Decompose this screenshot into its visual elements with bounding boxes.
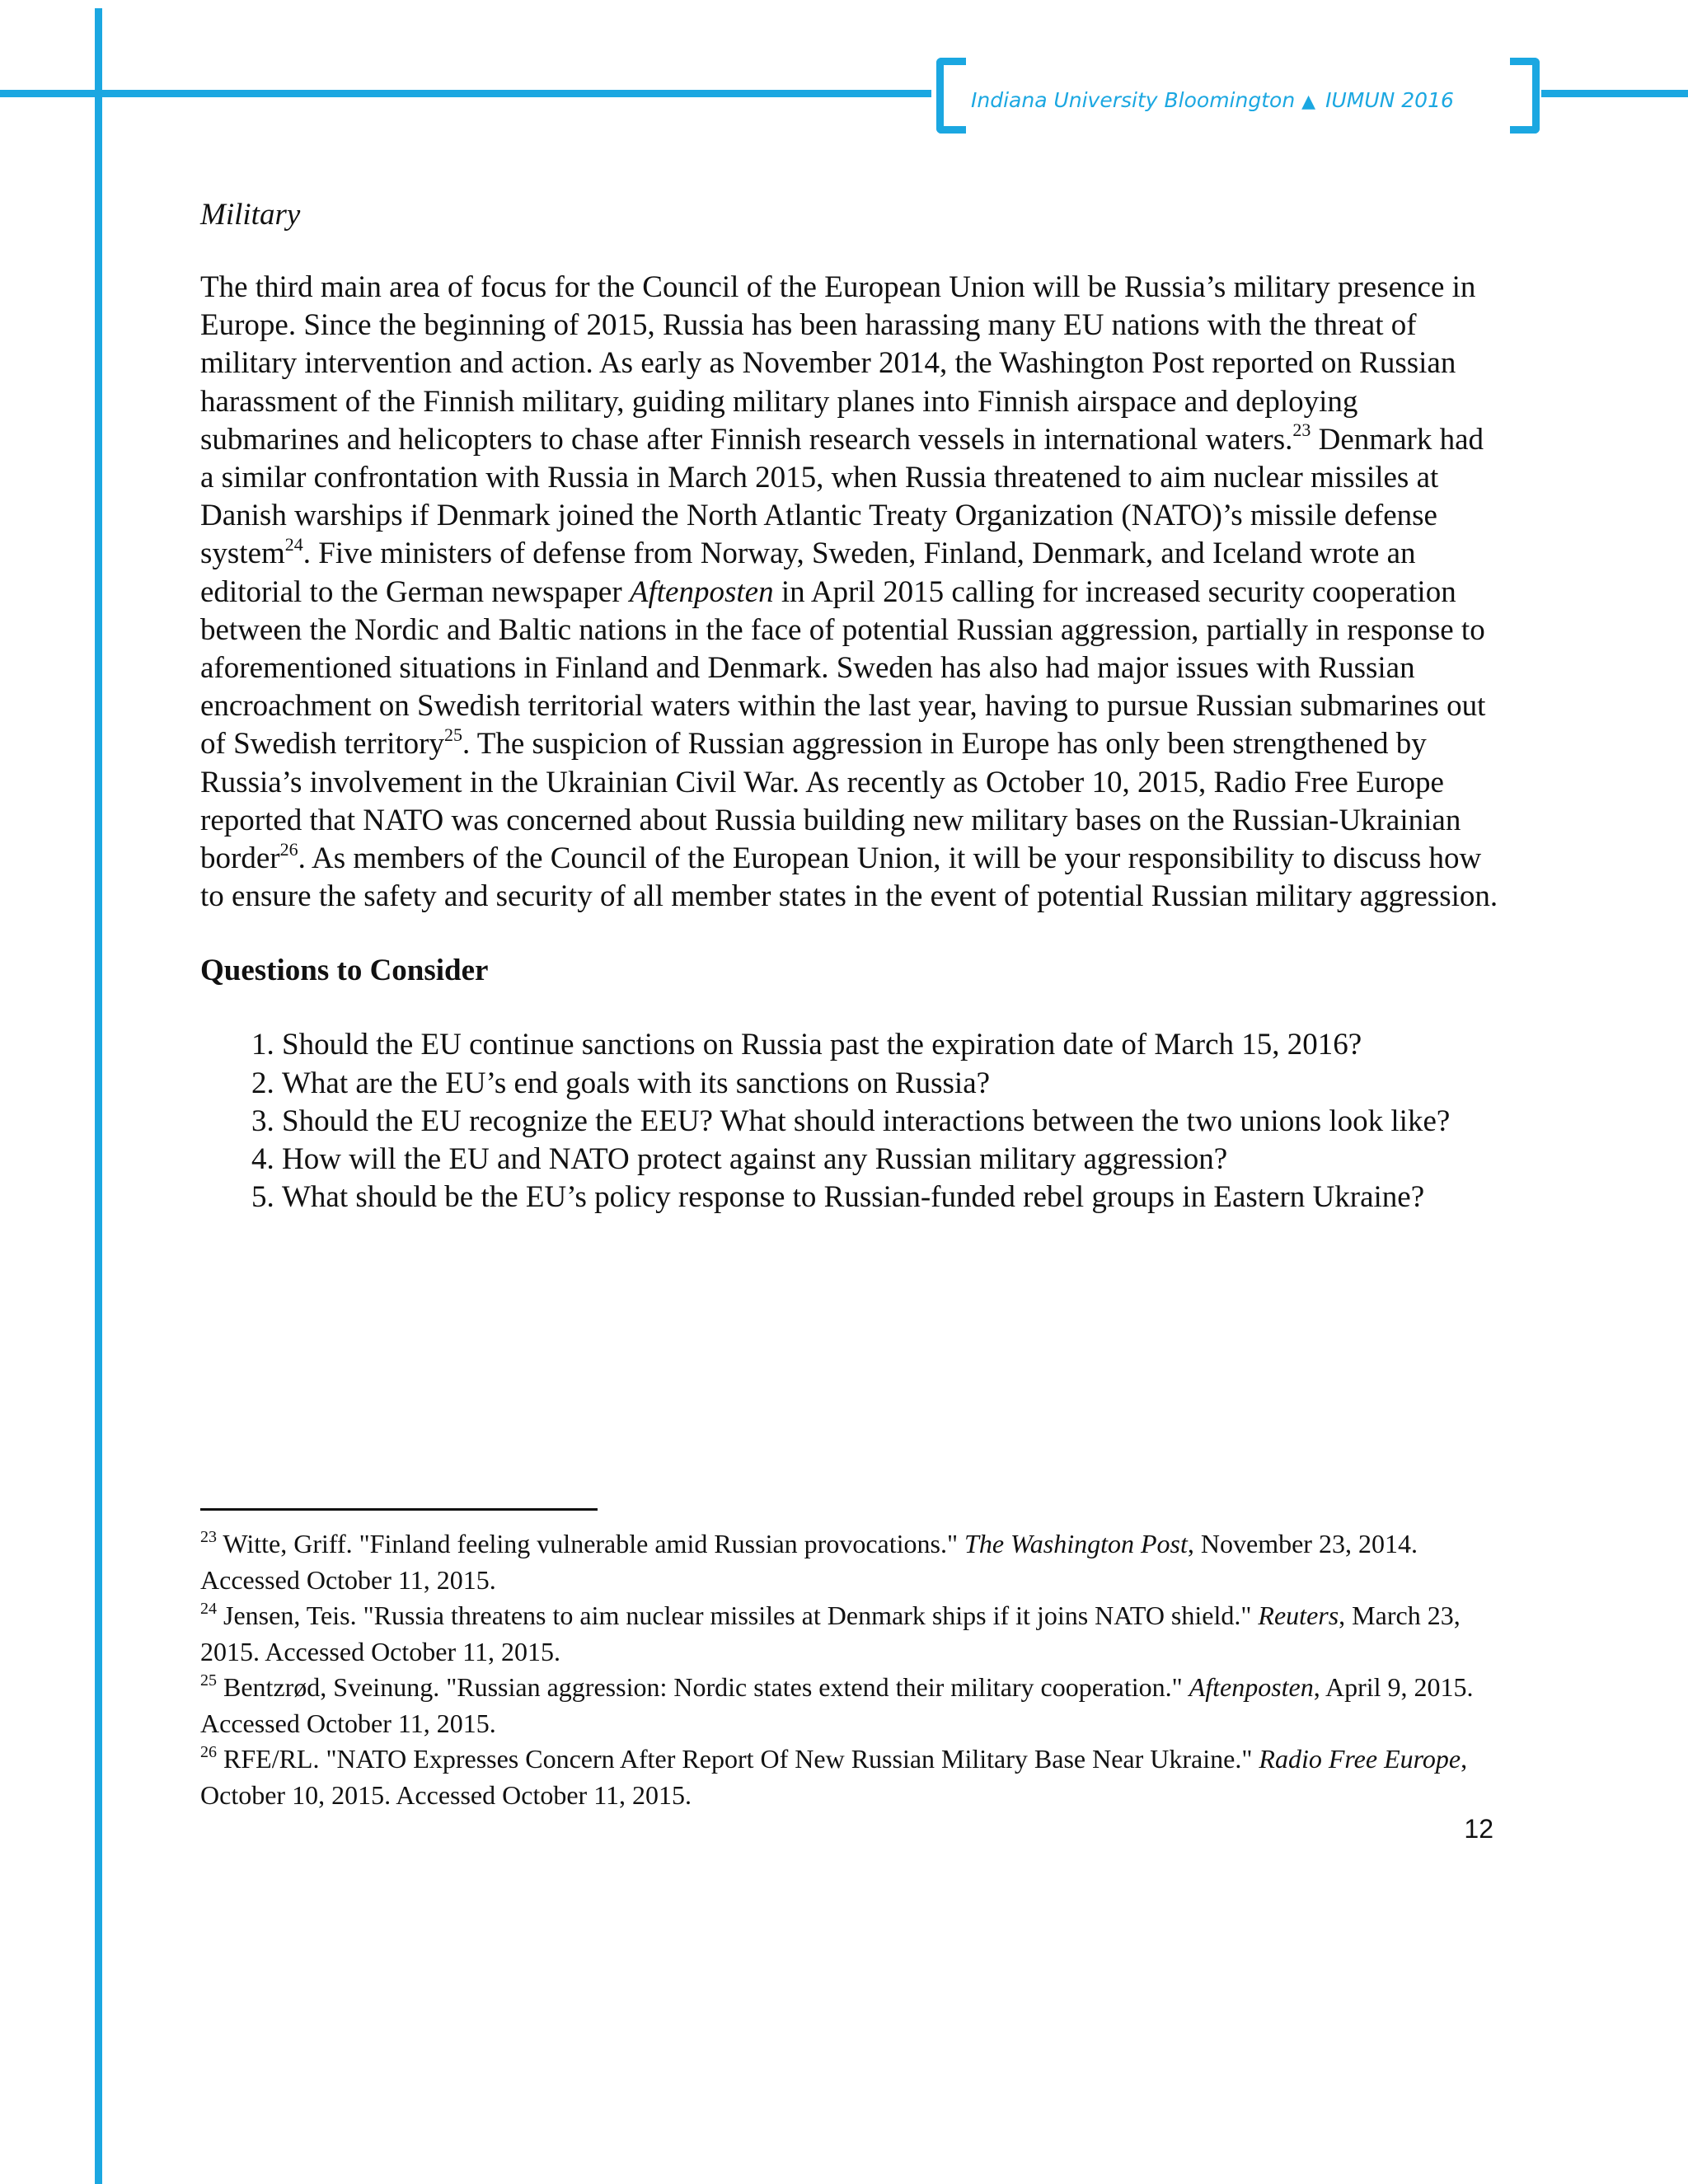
question-item: 4. How will the EU and NATO protect against any Russian military aggression? bbox=[282, 1141, 1503, 1179]
footnote-text: Jensen, Teis. "Russia threatens to aim nuclear missiles at Denmark ships if it joins NATO shield." bbox=[217, 1601, 1259, 1630]
footnote-text: , October 10, 2015. Accessed October 11, 2015. bbox=[200, 1744, 1468, 1810]
paragraph-text: . As members of the Council of the European Union, it will be your responsibility to discuss how to ensure the safety and security of all member states in the event of potential Russian military aggression. bbox=[200, 841, 1498, 914]
footnote-25 bbox=[200, 1670, 1503, 1741]
question-item: 3. Should the EU recognize the EEU? What should interactions between the two unions look like? bbox=[282, 1103, 1503, 1141]
footnote-text: , November 23, 2014. Accessed October 11, 2015. bbox=[200, 1529, 1418, 1595]
footnote-source: Aftenposten bbox=[1189, 1672, 1314, 1702]
footnote-ref-24[interactable]: 24 bbox=[284, 534, 303, 555]
header-conference: IUMUN 2016 bbox=[1325, 88, 1454, 112]
footnote-23 bbox=[200, 1526, 1503, 1598]
paragraph-text: . The suspicion of Russian aggression in Europe has only been strengthened by Russia’s involvement in the Ukrainian Civil War. As recently as October 10, 2015, Radio Free Europe reported that NATO was concerned about Russia building new military bases on the Russian-Ukrainian border bbox=[200, 727, 1461, 876]
footnote-number: 25 bbox=[200, 1671, 217, 1690]
running-header bbox=[971, 88, 1507, 112]
header-rule-right bbox=[1541, 90, 1688, 97]
header-rule-left bbox=[0, 90, 931, 97]
paragraph-text: The third main area of focus for the Council of the European Union will be Russia’s military presence in Europe. Since the beginning of 2015, Russia has been harassing many EU nations with the threat of military intervention and action. As early as November 2014, the Washington Post reported on Russian harassment of the Finnish military, guiding military planes into Finnish airspace and deploying submarines and helicopters to chase after Finnish research vessels in international waters. bbox=[200, 270, 1476, 457]
footnote-text: , March 23, 2015. Accessed October 11, 2015. bbox=[200, 1601, 1461, 1666]
footnote-source: Radio Free Europe bbox=[1259, 1744, 1461, 1774]
question-item: 2. What are the EU’s end goals with its sanctions on Russia? bbox=[282, 1065, 1503, 1103]
questions-list bbox=[200, 1026, 1503, 1216]
footnote-separator bbox=[200, 1508, 598, 1511]
footnote-text: , April 9, 2015. Accessed October 11, 2015. bbox=[200, 1672, 1474, 1738]
footnote-number: 26 bbox=[200, 1743, 217, 1762]
question-item: 1. Should the EU continue sanctions on Russia past the expiration date of March 15, 2016? bbox=[282, 1026, 1503, 1064]
paragraph-text: . Five ministers of defense from Norway, Sweden, Finland, Denmark, and Iceland wrote an editorial to the German newspaper bbox=[200, 537, 1416, 609]
footnote-number: 24 bbox=[200, 1600, 217, 1619]
footnote-ref-26[interactable]: 26 bbox=[279, 838, 298, 860]
footnote-26 bbox=[200, 1741, 1503, 1813]
footnote-source: Reuters bbox=[1258, 1601, 1339, 1630]
left-accent-rule bbox=[95, 8, 102, 2184]
header-bracket-right bbox=[1510, 58, 1540, 134]
footnote-text: RFE/RL. "NATO Expresses Concern After Report Of New Russian Military Base Near Ukraine." bbox=[217, 1744, 1259, 1774]
footnote-24 bbox=[200, 1598, 1503, 1670]
newspaper-name: Aftenposten bbox=[629, 574, 774, 609]
footnote-text: Bentzrød, Sveinung. "Russian aggression: Nordic states extend their military cooperation." bbox=[217, 1672, 1189, 1702]
footnote-ref-23[interactable]: 23 bbox=[1292, 419, 1311, 441]
section-heading: Military bbox=[200, 198, 301, 232]
question-item: 5. What should be the EU’s policy response to Russian-funded rebel groups in Eastern Ukraine? bbox=[282, 1179, 1503, 1216]
triangle-icon: ▲ bbox=[1301, 91, 1316, 112]
footnote-source: The Washington Post bbox=[964, 1529, 1188, 1558]
footnote-ref-25[interactable]: 25 bbox=[443, 724, 462, 746]
paragraph-text: in April 2015 calling for increased security cooperation between the Nordic and Baltic nations in the face of potential Russian aggression, partially in response to aforementioned situations in Finland and Denmark. Sweden has also had major issues with Russian encroachment on Swedish territorial waters within the last year, having to pursue Russian submarines out of Swedish territory bbox=[200, 574, 1486, 762]
footnote-number: 23 bbox=[200, 1528, 217, 1547]
questions-heading: Questions to Consider bbox=[200, 954, 489, 988]
page-number: 12 bbox=[1464, 1814, 1493, 1844]
body-paragraph bbox=[200, 269, 1503, 916]
footnotes bbox=[200, 1526, 1503, 1813]
main-content bbox=[200, 196, 1503, 1216]
header-institution: Indiana University Bloomington bbox=[971, 88, 1296, 112]
header-bracket-left bbox=[936, 58, 966, 134]
paragraph-text: Denmark had a similar confrontation with Russia in March 2015, when Russia threatened to aim nuclear missiles at Danish warships if Denmark joined the North Atlantic Treaty Organization (NATO)’s missile defense system bbox=[200, 422, 1484, 571]
footnote-text: Witte, Griff. "Finland feeling vulnerable amid Russian provocations." bbox=[217, 1529, 965, 1558]
